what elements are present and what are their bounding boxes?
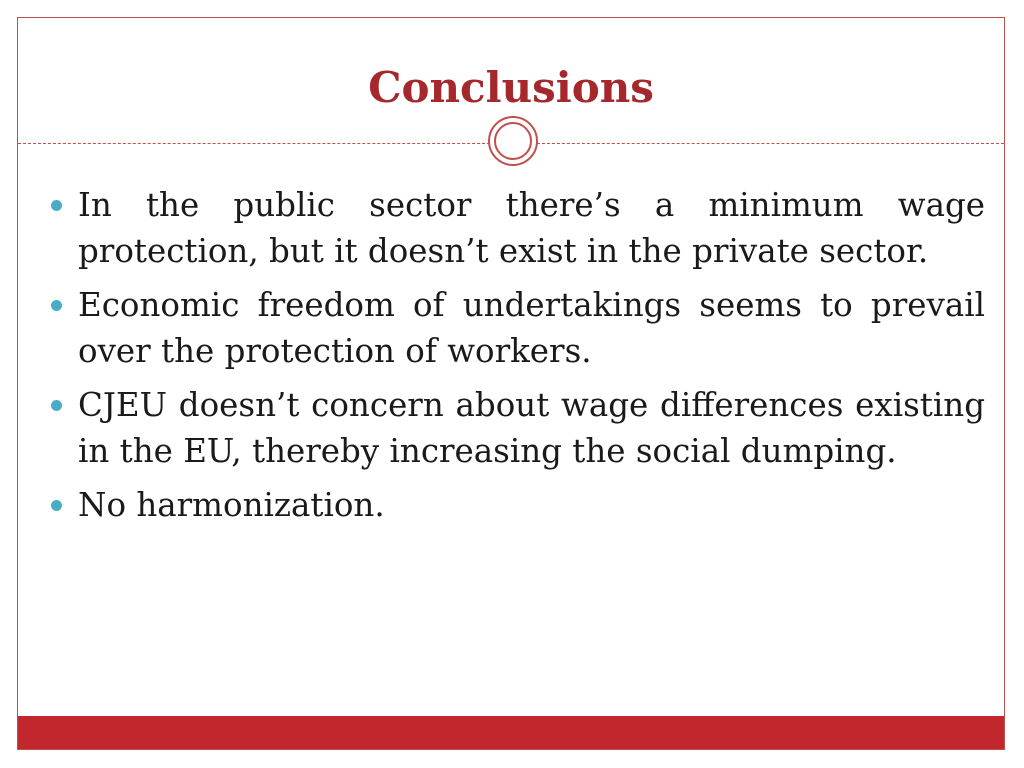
circle-ornament-icon: [488, 116, 538, 166]
bullet-text: In the public sector there’s a minimum wage protection, but it doesn’t exist in the private sector.: [78, 186, 985, 270]
bullet-text: Economic freedom of undertakings seems to prevail over the protection of workers.: [78, 286, 985, 370]
bullet-dot-icon: [51, 300, 62, 311]
slide-title: Conclusions: [368, 63, 654, 112]
bullet-dot-icon: [51, 500, 62, 511]
bullet-list: [78, 182, 985, 536]
bullet-item: [78, 182, 985, 274]
bullet-dot-icon: [51, 400, 62, 411]
bullet-item: [78, 382, 985, 474]
slide: [17, 17, 1005, 750]
bullet-text: No harmonization.: [78, 486, 385, 524]
bullet-item: [78, 282, 985, 374]
bullet-text: CJEU doesn’t concern about wage differences existing in the EU, thereby increasing the social dumping.: [78, 386, 985, 470]
footer-bar: [18, 716, 1004, 749]
bullet-item: [78, 482, 985, 528]
bullet-dot-icon: [51, 200, 62, 211]
